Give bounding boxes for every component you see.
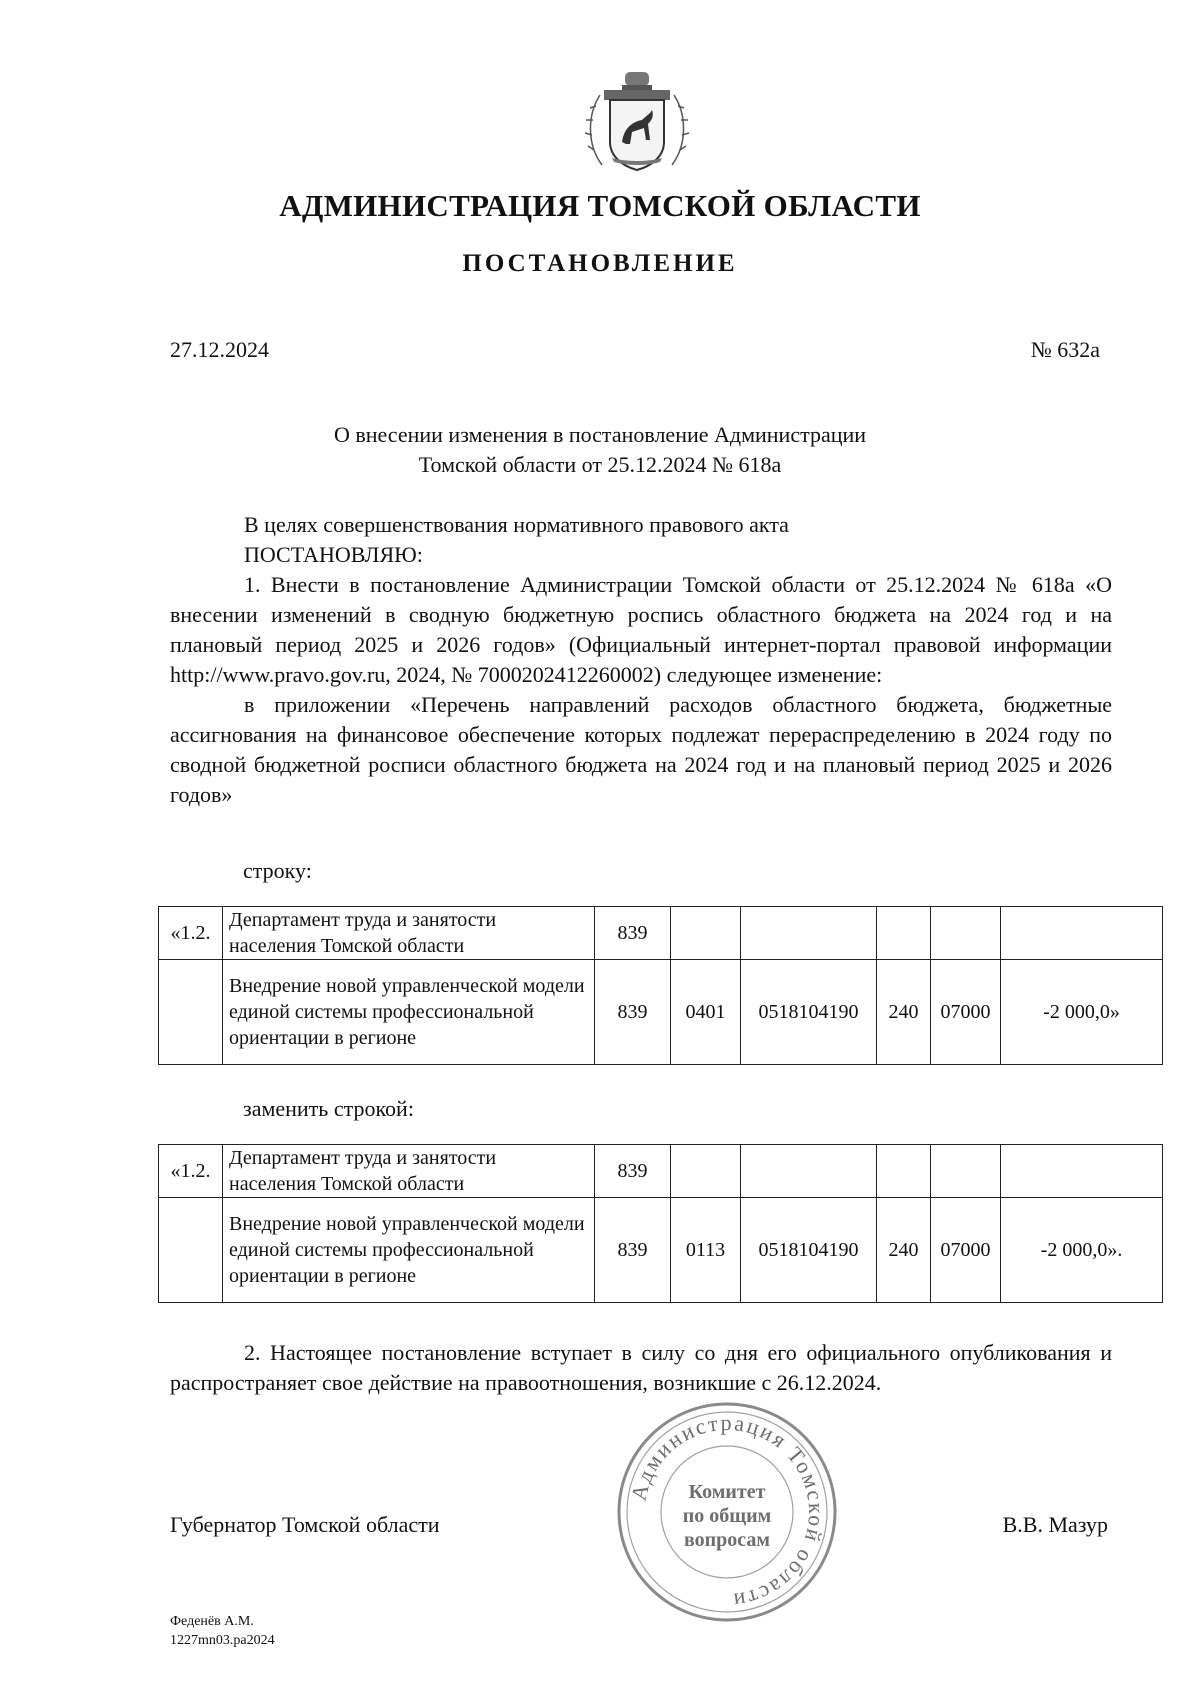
section-code (671, 907, 741, 960)
additional-code (931, 1145, 1001, 1198)
grbs-code: 839 (595, 1198, 671, 1303)
file-code: 1227mn03.pa2024 (170, 1633, 275, 1648)
subject-line-1: О внесении изменения в постановление Администрации (333, 422, 867, 447)
row-name: Внедрение новой управленческой модели единой системы профессиональной ориентации в регионе (223, 960, 595, 1065)
clause-1: 1. Внести в постановление Администрации Томской области от 25.12.2024 № 618а «О внесении изменений в сводную бюджетную роспись областного бюджета на 2024 год и на плановый период 2025 и 2026 годов» (Официальный интернет-портал правовой информации http://www.pravo.gov.ru, 2024, № 7000202412260002) следующее изменение: (170, 572, 1112, 687)
table-row (159, 1198, 1163, 1303)
official-stamp (612, 1398, 842, 1626)
signatory-title: Губернатор Томской области (170, 1512, 440, 1537)
target-code (741, 1145, 877, 1198)
amount (1001, 1145, 1163, 1198)
grbs-code: 839 (595, 960, 671, 1065)
stamp-line-3: вопросам (683, 1529, 771, 1551)
document-date: 27.12.2024 (170, 337, 269, 362)
table-row (159, 907, 1163, 960)
intro-paragraph: В целях совершенствования нормативного правового акта (244, 512, 789, 537)
stamp-ring-text: Администрация Томской области (625, 1409, 830, 1615)
resolve-word: ПОСТАНОВЛЯЮ: (244, 542, 423, 567)
executor-name: Феденёв А.М. (170, 1614, 254, 1629)
grbs-code: 839 (595, 1145, 671, 1198)
appendix-paragraph: в приложении «Перечень направлений расходов областного бюджета, бюджетные ассигнования на финансовое обеспечение которых подлежат перераспределению в 2024 году по сводной бюджетной росписи областного бюджета на 2024 год и на плановый период 2025 и 2026 годов» (170, 692, 1112, 807)
amount: -2 000,0». (1001, 1198, 1163, 1303)
document-body (170, 510, 1112, 810)
additional-code: 07000 (931, 1198, 1001, 1303)
target-code: 0518104190 (741, 1198, 877, 1303)
org-title: АДМИНИСТРАЦИЯ ТОМСКОЙ ОБЛАСТИ (279, 188, 921, 223)
row-name: Департамент труда и занятости населения Томской области (223, 1145, 595, 1198)
table-row (159, 960, 1163, 1065)
amount: -2 000,0» (1001, 960, 1163, 1065)
additional-code: 07000 (931, 960, 1001, 1065)
coat-of-arms-emblem (582, 70, 692, 178)
row-label: строку: (243, 858, 312, 883)
row-number: «1.2. (159, 907, 223, 960)
target-code: 0518104190 (741, 960, 877, 1065)
document-type: ПОСТАНОВЛЕНИЕ (462, 250, 738, 277)
grbs-code: 839 (595, 907, 671, 960)
replace-label: заменить строкой: (243, 1096, 414, 1121)
document-number: № 632а (1030, 337, 1100, 362)
amount (1001, 907, 1163, 960)
clause-2: 2. Настоящее постановление вступает в силу со дня его официального опубликования и распространяет свое действие на правоотношения, возникшие с 26.12.2024. (170, 1340, 1112, 1395)
executor-block (170, 1612, 275, 1650)
row-name: Внедрение новой управленческой модели единой системы профессиональной ориентации в регионе (223, 1198, 595, 1303)
expense-type-code: 240 (877, 1198, 931, 1303)
budget-table-old (158, 906, 1163, 1065)
row-name: Департамент труда и занятости населения Томской области (223, 907, 595, 960)
stamp-line-2: по общим (682, 1505, 772, 1527)
table-row (159, 1145, 1163, 1198)
row-number (159, 1198, 223, 1303)
signatory-name: В.В. Мазур (1002, 1512, 1108, 1537)
section-code (671, 1145, 741, 1198)
row-number: «1.2. (159, 1145, 223, 1198)
expense-type-code (877, 907, 931, 960)
expense-type-code (877, 1145, 931, 1198)
subject-line-2: Томской области от 25.12.2024 № 618а (418, 452, 782, 477)
expense-type-code: 240 (877, 960, 931, 1065)
stamp-line-1: Комитет (688, 1481, 766, 1503)
additional-code (931, 907, 1001, 960)
budget-table-new (158, 1144, 1163, 1303)
row-number (159, 960, 223, 1065)
target-code (741, 907, 877, 960)
section-code: 0113 (671, 1198, 741, 1303)
section-code: 0401 (671, 960, 741, 1065)
